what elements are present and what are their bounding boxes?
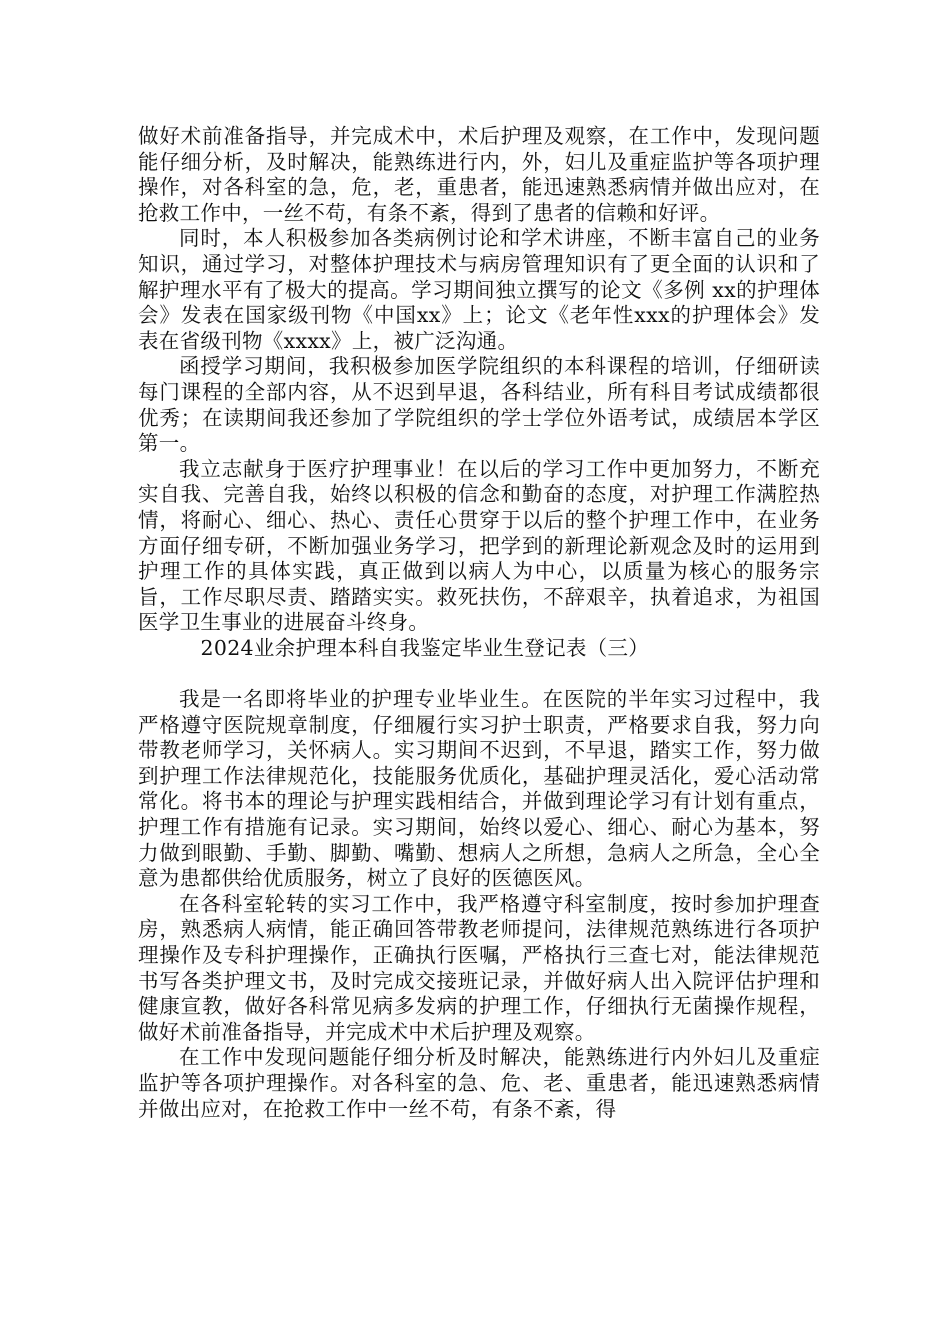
section-heading: 2024业余护理本科自我鉴定毕业生登记表（三） [200,635,650,660]
paragraph-work: 在工作中发现问题能仔细分析及时解决，能熟练进行内外妇儿及重症监护等各项护理操作。对各科室的急、危、老、重患者，能迅速熟悉病情并做出应对，在抢救工作中一丝不苟，有条不紊，得 [138,1045,820,1121]
paragraph-rotation: 在各科室轮转的实习工作中，我严格遵守科室制度，按时参加护理查房，熟悉病人病情，能正确回答带教老师提问，法律规范熟练进行各项护理操作及专科护理操作，正确执行医嘱，严格执行三查七对，能法律规范书写各类护理文书，及时完成交接班记录，并做好病人出入院评估护理和健康宣教，做好各科常见病多发病的护理工作，仔细执行无菌操作规程，做好术前准备指导，并完成术中术后护理及观察。 [138,891,820,1044]
document-body [138,124,820,1122]
blank-line [138,661,820,687]
paragraph-internship: 我是一名即将毕业的护理专业毕业生。在医院的半年实习过程中，我严格遵守医院规章制度，仔细履行实习护士职责，严格要求自我，努力向带教老师学习，关怀病人。实习期间不迟到，不早退，踏实工作，努力做到护理工作法律规范化，技能服务优质化，基础护理灵活化，爱心活动常常化。将书本的理论与护理实践相结合，并做到理论学习有计划有重点，护理工作有措施有记录。实习期间，始终以爱心、细心、耐心为基本，努力做到眼勤、手勤、脚勤、嘴勤、想病人之所想，急病人之所急，全心全意为患都供给优质服务，树立了良好的医德医风。 [138,687,820,891]
paragraph-continued: 做好术前准备指导，并完成术中，术后护理及观察，在工作中，发现问题能仔细分析，及时解决，能熟练进行内，外，妇儿及重症监护等各项护理操作，对各科室的急，危，老，重患者，能迅速熟悉病情并做出应对，在抢救工作中，一丝不苟，有条不紊，得到了患者的信赖和好评。 [138,124,820,225]
paragraph-aspiration: 我立志献身于医疗护理事业！在以后的学习工作中更加努力，不断充实自我、完善自我，始终以积极的信念和勤奋的态度，对护理工作满腔热情，将耐心、细心、热心、责任心贯穿于以后的整个护理工作中，在业务方面仔细专研，不断加强业务学习，把学到的新理论新观念及时的运用到护理工作的具体实践，真正做到以病人为中心，以质量为核心的服务宗旨，工作尽职尽责、踏踏实实。救死扶伤，不辞艰辛，执着追求，为祖国医学卫生事业的进展奋斗终身。 [138,456,820,635]
paragraph-study: 同时，本人积极参加各类病例讨论和学术讲座，不断丰富自己的业务知识，通过学习，对整体护理技术与病房管理知识有了更全面的认识和了解护理水平有了极大的提高。学习期间独立撰写的论文《多例 xx的护理体会》发表在国家级刊物《中国xx》上；论文《老年性xxx的护理体会》发表在省级刊物《xxxx》上，被广泛沟通。 [138,226,820,353]
paragraph-correspondence: 函授学习期间，我积极参加医学院组织的本科课程的培训，仔细研读每门课程的全部内容，从不迟到早退，各科结业，所有科目考试成绩都很优秀；在读期间我还参加了学院组织的学士学位外语考试，成绩居本学区第一。 [138,354,820,456]
